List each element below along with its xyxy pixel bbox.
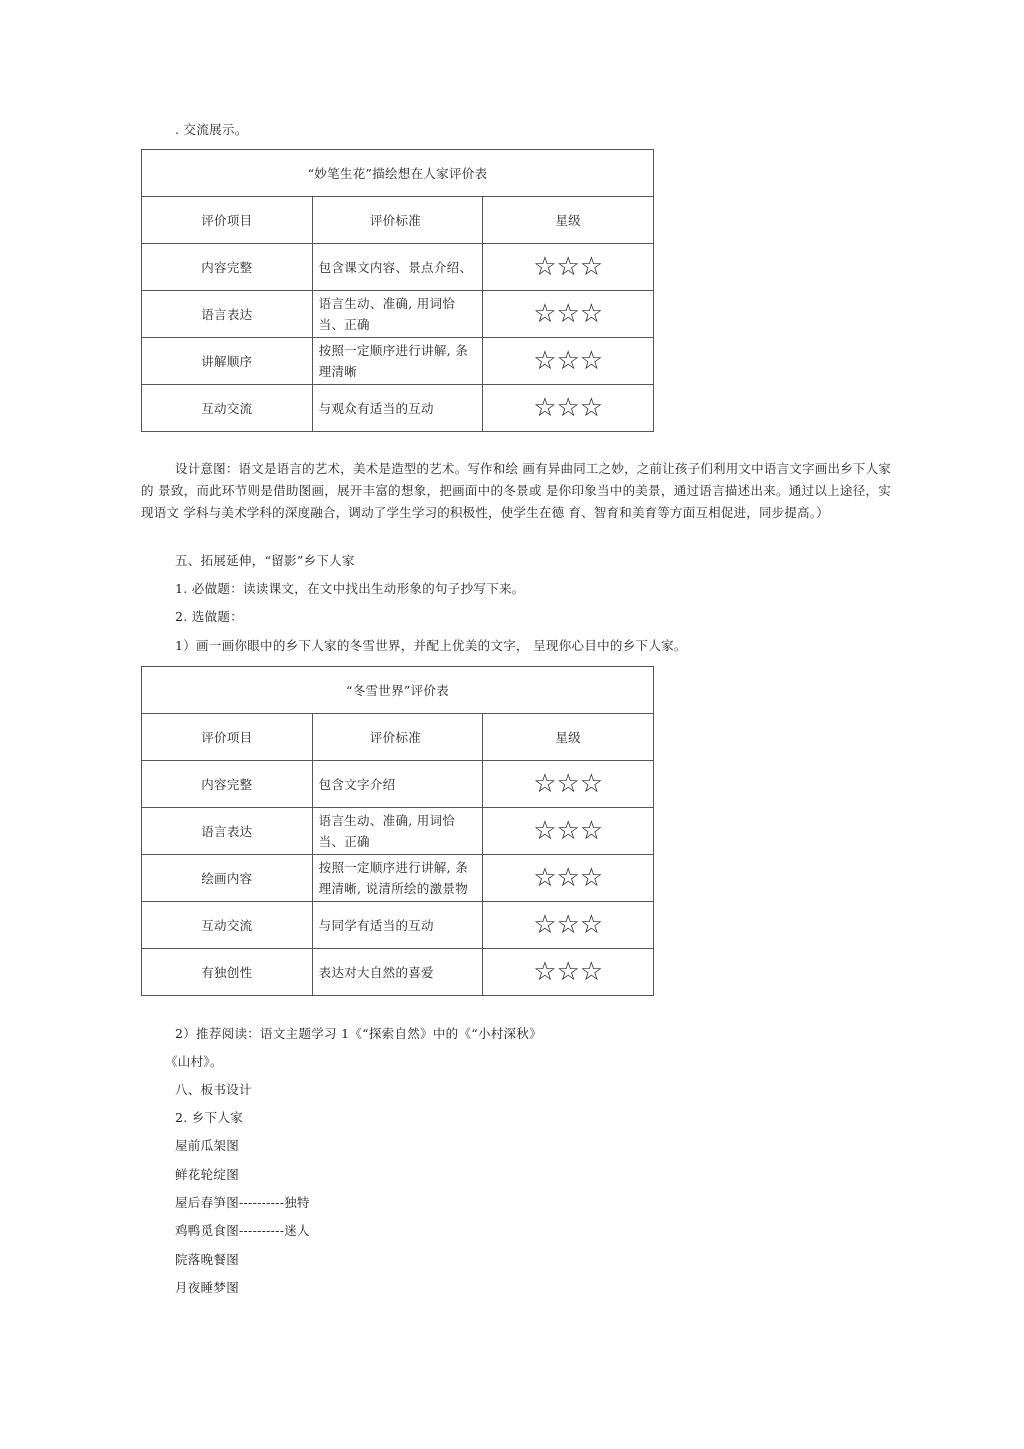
row-criteria: 与观众有适当的互动 (312, 385, 483, 432)
row-criteria: 与同学有适当的互动 (312, 902, 483, 949)
table-row (142, 761, 654, 808)
row-item: 内容完整 (142, 761, 313, 808)
row-criteria: 包含课文内容、景点介绍、 (312, 244, 483, 291)
row-criteria: 表达对大自然的喜爱 (312, 949, 483, 996)
board-line: 鲜花轮绽图 (175, 1167, 240, 1182)
header-stars: 星级 (483, 714, 654, 761)
row-item: 语言表达 (142, 808, 313, 855)
row-item: 互动交流 (142, 902, 313, 949)
table-title: “妙笔生花”描绘想在人家评价表 (142, 150, 654, 197)
recommended-reading: 2）推荐阅读：语文主题学习 1《“探索自然》中的《“小村深秋》 (175, 1026, 542, 1041)
row-item: 语言表达 (142, 291, 313, 338)
table-title: “冬雪世界”评价表 (142, 667, 654, 714)
row-item: 有独创性 (142, 949, 313, 996)
row-item: 绘画内容 (142, 855, 313, 902)
evaluation-table-1 (141, 149, 654, 432)
optional-task: 2. 选做题： (175, 609, 243, 624)
section-8-heading: 八、板书设计 (175, 1082, 252, 1097)
header-item: 评价项目 (142, 714, 313, 761)
design-intent-paragraph: 设计意图：语文是语言的艺术，美术是造型的艺术。写作和绘 画有异曲同工之妙，之前让孩子们利用文中语言文字画出乡下人家的 景致，而此环节则是借助图画，展开丰富的想象，把画面中的冬景或 是你印象当中的美景，通过语言描述出来。通过以上途径，实现语文 学科与美术学科的深度融合，调动了学生学习的积极性，使学生在德 育、智育和美育等方面互相促进，同步提高。） (141, 461, 891, 520)
evaluation-table-2 (141, 666, 654, 996)
row-criteria: 按照一定顺序进行讲解, 条理清晰 (312, 338, 483, 385)
header-criteria: 评价标准 (312, 714, 483, 761)
table-row (142, 244, 654, 291)
header-item: 评价项目 (142, 197, 313, 244)
section-header: . 交流展示。 (175, 122, 248, 137)
row-item: 互动交流 (142, 385, 313, 432)
board-line: 鸡鸭觅食图----------迷人 (175, 1223, 310, 1238)
table-row (142, 808, 654, 855)
section-5-heading: 五、拓展延伸，“留影”乡下人家 (175, 553, 355, 568)
star-rating-icon: ☆☆☆ (533, 863, 604, 893)
table-row (142, 855, 654, 902)
table-row (142, 902, 654, 949)
star-rating-icon: ☆☆☆ (533, 299, 604, 329)
board-line: 屋前瓜架图 (175, 1138, 240, 1153)
header-criteria: 评价标准 (312, 197, 483, 244)
required-task: 1. 必做题：读读课文，在文中找出生动形象的句子抄写下来。 (175, 581, 525, 596)
recommended-reading-cont: 《山村》。 (165, 1054, 223, 1069)
star-rating-icon: ☆☆☆ (533, 769, 604, 799)
table-row (142, 338, 654, 385)
star-rating-icon: ☆☆☆ (533, 910, 604, 940)
star-rating-icon: ☆☆☆ (533, 957, 604, 987)
board-line: 月夜睡梦图 (175, 1280, 240, 1295)
optional-task-1: 1）画一画你眼中的乡下人家的冬雪世界，并配上优美的文字， 呈现你心目中的乡下人家。 (175, 638, 687, 653)
table-row (142, 291, 654, 338)
table-row (142, 949, 654, 996)
star-rating-icon: ☆☆☆ (533, 346, 604, 376)
table-row (142, 385, 654, 432)
row-criteria: 语言生动、准确, 用词恰当、正确 (312, 291, 483, 338)
star-rating-icon: ☆☆☆ (533, 393, 604, 423)
row-criteria: 语言生动、准确, 用词恰当、正确 (312, 808, 483, 855)
header-stars: 星级 (483, 197, 654, 244)
board-title: 2. 乡下人家 (175, 1110, 243, 1125)
row-criteria: 包含文字介绍 (312, 761, 483, 808)
row-item: 讲解顺序 (142, 338, 313, 385)
board-line: 院落晚餐图 (175, 1252, 240, 1267)
board-line: 屋后春笋图----------独特 (175, 1195, 310, 1210)
star-rating-icon: ☆☆☆ (533, 816, 604, 846)
row-item: 内容完整 (142, 244, 313, 291)
star-rating-icon: ☆☆☆ (533, 252, 604, 282)
row-criteria: 按照一定顺序进行讲解, 条理清晰, 说清所绘的激景物 (312, 855, 483, 902)
